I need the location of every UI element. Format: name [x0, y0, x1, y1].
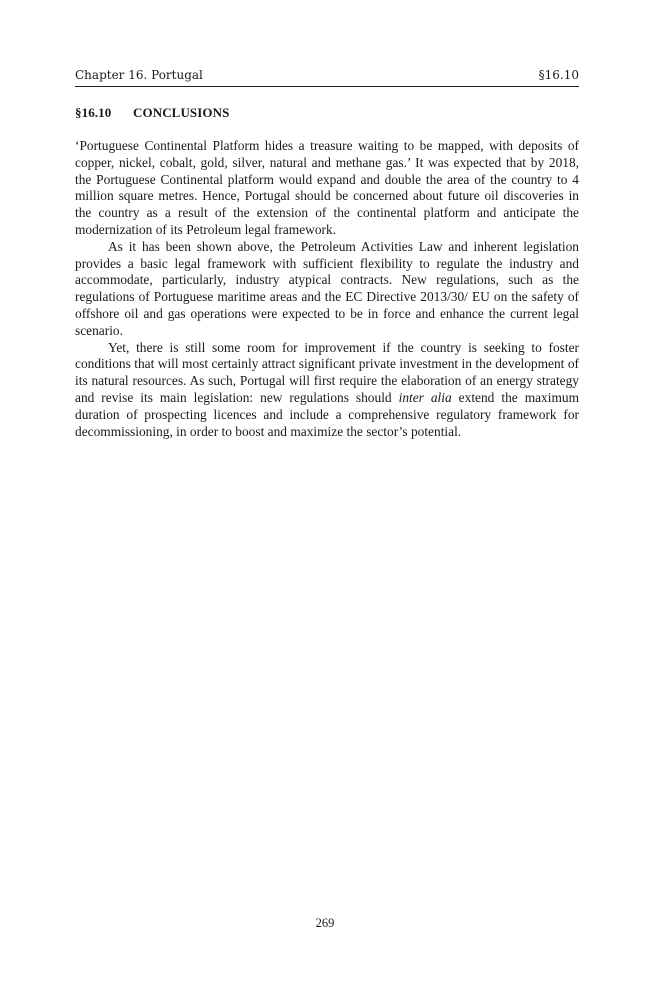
section-reference: §16.10 — [538, 68, 579, 82]
paragraph-3-part-1: Yet, there is still some room for improvement if the country is seeking to foster conditions that will most certainly attract significant private investment in the development of its natural resources. As such, Portugal will first require the elaboration of an energy strategy and revise its main legislation: new regulations should — [75, 339, 579, 405]
chapter-title: Chapter 16. Portugal — [75, 68, 203, 82]
section-heading — [75, 105, 229, 121]
latin-phrase: inter alia — [398, 389, 452, 405]
paragraph-3-part-2: extend the maximum duration of prospecting licences and include a comprehensive regulatory framework for decommissioning, in order to boost and maximize the sector’s potential. — [75, 389, 579, 439]
section-number: §16.10 — [75, 105, 112, 120]
body-text — [75, 138, 579, 440]
section-title: CONCLUSIONS — [133, 105, 230, 120]
page-number: 269 — [315, 916, 335, 930]
paragraph-1: ‘Portuguese Continental Platform hides a treasure waiting to be mapped, with deposits of copper, nickel, cobalt, gold, silver, natural and methane gas.’ It was expected that by 2018, the Portuguese Continental platform would expand and double the area of the country to 4 million square metres. Hence, Portugal should be concerned about future oil discoveries in the country as a result of the extension of the continental platform and anticipate the modernization of its Petroleum legal framework. — [75, 138, 579, 237]
paragraph-3 — [75, 340, 579, 441]
running-header — [75, 68, 579, 87]
paragraph-2: As it has been shown above, the Petroleum Activities Law and inherent legislation provides a basic legal framework with sufficient flexibility to regulate the industry and accommodate, particularly, industry atypical contracts. New regulations, such as the regulations of Portuguese maritime areas and the EC Directive 2013/30/ EU on the safety of offshore oil and gas operations were expected to be in force and enhance the current legal scenario. — [75, 238, 579, 338]
